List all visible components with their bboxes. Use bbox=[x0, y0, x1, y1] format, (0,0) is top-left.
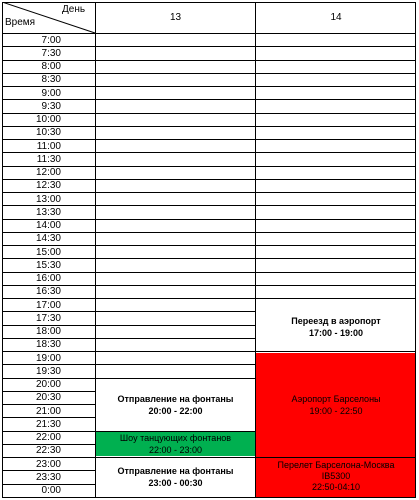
time-text: 21:00 bbox=[35, 405, 61, 417]
grid-hline bbox=[2, 166, 96, 167]
time-label bbox=[2, 60, 95, 73]
time-label bbox=[2, 246, 95, 259]
event-line: Аэропорт Барселоны bbox=[291, 393, 381, 404]
grid-hline bbox=[2, 272, 96, 273]
time-text: 9:30 bbox=[41, 100, 61, 112]
grid-hline bbox=[2, 99, 96, 100]
time-text: 23:00 bbox=[35, 458, 61, 470]
grid-hline bbox=[2, 33, 96, 34]
event-fountains-departure-1 bbox=[96, 379, 255, 431]
day-header-14: 14 bbox=[330, 12, 342, 23]
grid-hline bbox=[96, 113, 256, 114]
grid-hline bbox=[256, 298, 416, 299]
grid-hline bbox=[2, 497, 416, 498]
grid-hline bbox=[2, 113, 96, 114]
grid-hline bbox=[96, 378, 256, 379]
time-label bbox=[2, 87, 95, 100]
time-text: 20:00 bbox=[35, 379, 61, 390]
time-text: 23:30 bbox=[35, 471, 61, 483]
time-label bbox=[2, 113, 95, 126]
time-text: 11:30 bbox=[36, 153, 61, 165]
time-text: 9:00 bbox=[41, 87, 61, 99]
grid-hline bbox=[256, 73, 416, 74]
schedule-grid bbox=[2, 2, 416, 497]
grid-hline bbox=[256, 258, 416, 259]
time-text: 19:00 bbox=[35, 352, 61, 364]
time-text: 0:00 bbox=[41, 485, 61, 496]
event-line: Переезд в аэропорт bbox=[291, 315, 381, 326]
time-label bbox=[2, 471, 95, 484]
grid-hline bbox=[2, 60, 96, 61]
grid-hline bbox=[256, 232, 416, 233]
time-label bbox=[2, 299, 95, 312]
grid-hline bbox=[96, 139, 256, 140]
grid-hline bbox=[2, 73, 96, 74]
grid-hline bbox=[256, 139, 416, 140]
time-text: 22:00 bbox=[35, 432, 61, 443]
time-label bbox=[2, 140, 95, 153]
grid-hline bbox=[96, 258, 256, 259]
grid-hline bbox=[2, 457, 96, 458]
grid-hline bbox=[2, 205, 96, 206]
grid-hline bbox=[96, 46, 256, 47]
grid-vline bbox=[415, 2, 416, 498]
time-text: 16:30 bbox=[35, 286, 61, 298]
grid-hline bbox=[96, 351, 256, 352]
event-line: Шоу танцующих фонтанов bbox=[119, 432, 232, 443]
time-label bbox=[2, 325, 95, 338]
time-text: 8:00 bbox=[41, 61, 61, 72]
time-label bbox=[2, 153, 95, 166]
grid-hline bbox=[256, 126, 416, 127]
grid-hline bbox=[256, 113, 416, 114]
time-label bbox=[2, 73, 95, 86]
grid-hline bbox=[2, 192, 96, 193]
grid-hline bbox=[2, 232, 96, 233]
grid-hline bbox=[2, 285, 96, 286]
grid-hline bbox=[256, 166, 416, 167]
event-line: IB5300 bbox=[321, 471, 351, 481]
grid-hline bbox=[2, 364, 96, 365]
grid-hline bbox=[256, 285, 416, 286]
event-line: 22:50-04:10 bbox=[311, 482, 361, 492]
grid-hline bbox=[256, 205, 416, 206]
time-text: 19:30 bbox=[35, 365, 61, 377]
grid-hline bbox=[96, 179, 256, 180]
time-label bbox=[2, 338, 95, 351]
event-line: 20:00 - 22:00 bbox=[148, 406, 203, 416]
grid-hline bbox=[2, 351, 96, 352]
time-text: 10:30 bbox=[35, 127, 61, 139]
time-label bbox=[2, 219, 95, 232]
grid-hline bbox=[256, 272, 416, 273]
time-text: 18:30 bbox=[35, 339, 61, 351]
grid-hline bbox=[2, 311, 96, 312]
grid-hline bbox=[2, 444, 96, 445]
grid-hline bbox=[96, 272, 256, 273]
grid-hline bbox=[256, 192, 416, 193]
grid-hline bbox=[96, 431, 256, 432]
grid-hline bbox=[256, 179, 416, 180]
grid-hline bbox=[2, 470, 96, 471]
grid-hline bbox=[96, 73, 256, 74]
time-text: 15:00 bbox=[35, 246, 61, 258]
time-text: 11:00 bbox=[36, 140, 61, 152]
grid-vline bbox=[2, 2, 3, 498]
grid-hline bbox=[96, 33, 256, 34]
time-text: 16:00 bbox=[35, 273, 61, 284]
grid-hline bbox=[2, 378, 96, 379]
grid-hline bbox=[256, 457, 416, 458]
time-label bbox=[2, 391, 95, 404]
time-label bbox=[2, 458, 95, 471]
grid-hline bbox=[256, 99, 416, 100]
event-transfer-airport bbox=[256, 300, 416, 353]
grid-hline bbox=[256, 351, 416, 352]
event-line: 22:00 - 23:00 bbox=[148, 444, 203, 455]
event-line: Перелет Барселона-Москва bbox=[277, 460, 395, 470]
time-label bbox=[2, 312, 95, 325]
event-fountains-departure-2 bbox=[96, 457, 255, 497]
time-label bbox=[2, 166, 95, 179]
grid-hline bbox=[96, 311, 256, 312]
grid-hline bbox=[96, 152, 256, 153]
time-label bbox=[2, 206, 95, 219]
time-text: 21:30 bbox=[35, 418, 61, 430]
time-text: 20:30 bbox=[35, 392, 61, 404]
day-header-13: 13 bbox=[169, 12, 182, 23]
time-text: 22:30 bbox=[35, 445, 61, 457]
grid-hline bbox=[2, 417, 96, 418]
grid-hline bbox=[256, 86, 416, 87]
grid-hline bbox=[96, 457, 256, 458]
grid-hline bbox=[96, 126, 256, 127]
grid-hline bbox=[96, 338, 256, 339]
event-fountain-show bbox=[96, 431, 255, 456]
time-label bbox=[2, 179, 95, 192]
grid-hline bbox=[256, 46, 416, 47]
grid-hline bbox=[256, 152, 416, 153]
time-label bbox=[2, 484, 95, 497]
corner-day-label: День bbox=[62, 4, 86, 15]
grid-hline bbox=[2, 139, 96, 140]
event-line: 17:00 - 19:00 bbox=[308, 327, 364, 338]
grid-hline bbox=[2, 46, 96, 47]
time-label bbox=[2, 405, 95, 418]
grid-hline bbox=[2, 404, 96, 405]
grid-vline bbox=[255, 2, 256, 498]
time-label bbox=[2, 285, 95, 298]
event-barcelona-airport bbox=[256, 353, 416, 456]
grid-hline bbox=[256, 219, 416, 220]
time-label bbox=[2, 418, 95, 431]
grid-hline bbox=[2, 2, 416, 3]
grid-hline bbox=[96, 232, 256, 233]
grid-hline bbox=[2, 245, 96, 246]
time-text: 17:30 bbox=[35, 312, 61, 324]
grid-hline bbox=[96, 285, 256, 286]
corner-time-label: Время bbox=[5, 17, 36, 28]
grid-hline bbox=[96, 325, 256, 326]
grid-hline bbox=[256, 245, 416, 246]
grid-hline bbox=[96, 205, 256, 206]
grid-hline bbox=[96, 60, 256, 61]
time-label bbox=[2, 378, 95, 391]
grid-hline bbox=[2, 152, 96, 153]
grid-hline bbox=[2, 219, 96, 220]
time-label bbox=[2, 352, 95, 365]
time-text: 17:00 bbox=[35, 299, 61, 311]
time-label bbox=[2, 431, 95, 444]
grid-hline bbox=[256, 60, 416, 61]
event-line: 23:00 - 00:30 bbox=[148, 478, 203, 488]
time-label bbox=[2, 259, 95, 272]
time-label bbox=[2, 100, 95, 113]
time-label bbox=[2, 47, 95, 60]
event-line: Отправление на фонтаны bbox=[117, 466, 234, 476]
grid-hline bbox=[96, 99, 256, 100]
grid-hline bbox=[96, 86, 256, 87]
event-line: Отправление на фонтаны bbox=[117, 394, 234, 404]
time-label bbox=[2, 272, 95, 285]
time-label bbox=[2, 365, 95, 378]
time-label bbox=[2, 34, 95, 47]
grid-hline bbox=[256, 33, 416, 34]
grid-hline bbox=[2, 391, 96, 392]
time-text: 15:30 bbox=[35, 259, 61, 271]
event-flight-barcelona-moscow bbox=[256, 456, 416, 497]
time-text: 13:00 bbox=[35, 193, 61, 205]
grid-hline bbox=[96, 298, 256, 299]
event-line: 19:00 - 22:50 bbox=[309, 405, 363, 416]
time-text: 7:30 bbox=[41, 47, 61, 59]
corner-diagonal bbox=[2, 2, 96, 34]
time-text: 7:00 bbox=[41, 34, 61, 46]
time-text: 8:30 bbox=[41, 74, 61, 86]
time-text: 12:00 bbox=[35, 167, 61, 178]
grid-hline bbox=[96, 166, 256, 167]
time-text: 18:00 bbox=[35, 326, 61, 337]
time-text: 13:30 bbox=[35, 206, 61, 218]
grid-hline bbox=[2, 484, 96, 485]
time-label bbox=[2, 232, 95, 245]
grid-hline bbox=[2, 258, 96, 259]
grid-hline bbox=[2, 338, 96, 339]
grid-hline bbox=[2, 325, 96, 326]
grid-hline bbox=[2, 126, 96, 127]
time-label bbox=[2, 444, 95, 457]
grid-hline bbox=[96, 364, 256, 365]
grid-hline bbox=[96, 192, 256, 193]
time-text: 10:00 bbox=[35, 114, 61, 125]
time-text: 14:00 bbox=[35, 220, 61, 231]
time-label bbox=[2, 193, 95, 206]
grid-vline bbox=[95, 2, 96, 498]
time-text: 12:30 bbox=[35, 180, 61, 192]
grid-hline bbox=[2, 86, 96, 87]
time-text: 14:30 bbox=[35, 233, 61, 245]
grid-hline bbox=[96, 219, 256, 220]
time-label bbox=[2, 126, 95, 139]
grid-hline bbox=[96, 245, 256, 246]
grid-hline bbox=[2, 298, 96, 299]
grid-hline bbox=[2, 179, 96, 180]
grid-hline bbox=[2, 431, 96, 432]
